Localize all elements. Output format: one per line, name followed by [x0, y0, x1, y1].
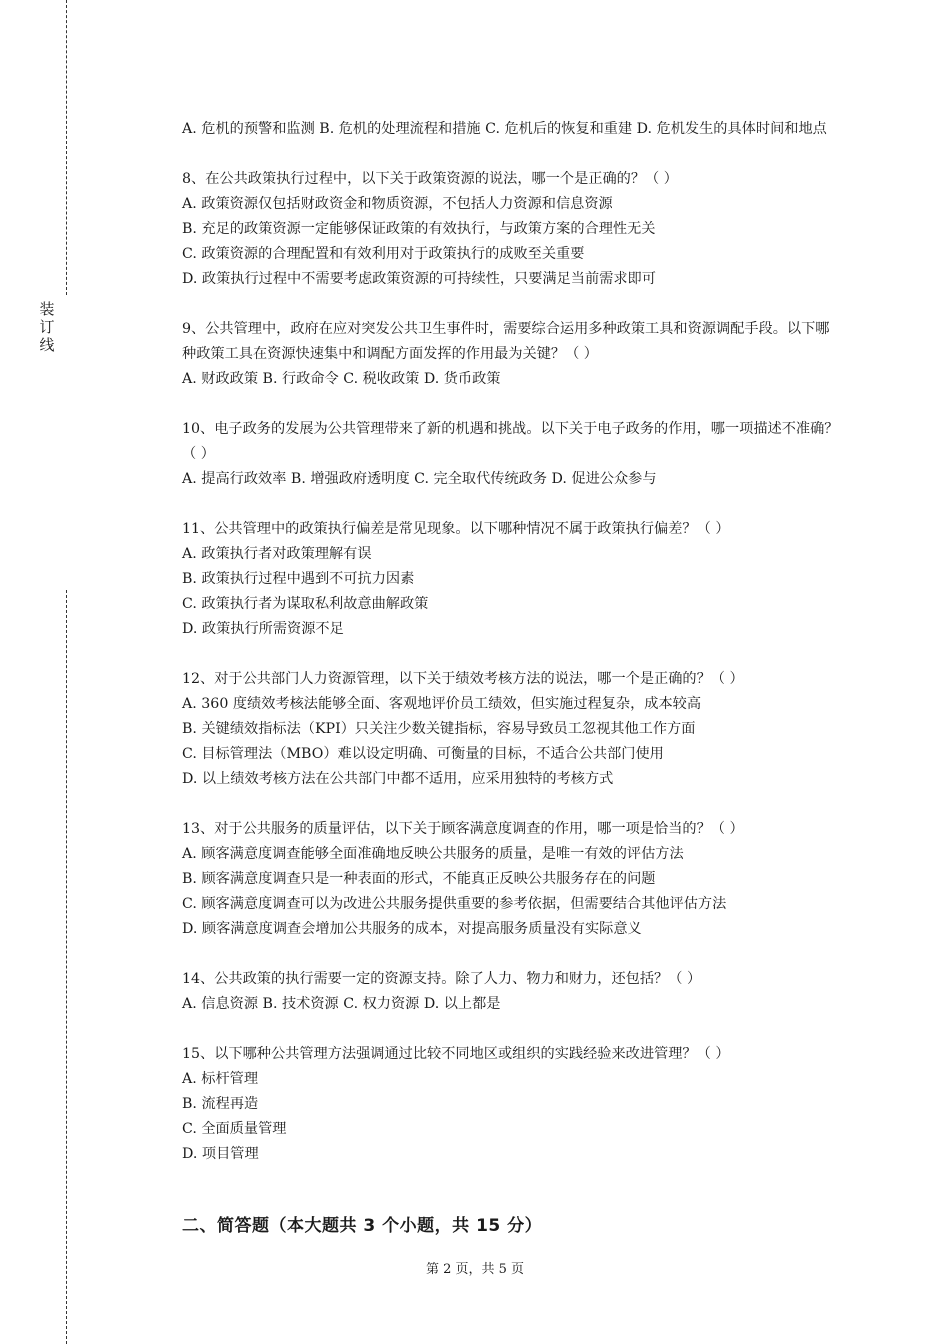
binding-dashed-line-top: [66, 0, 67, 295]
option-c: C. 全面质量管理: [182, 1121, 287, 1137]
question-stem: 10、电子政务的发展为公共管理带来了新的机遇和挑战。以下关于电子政务的作用，哪一项描述不准确？（ ）: [182, 421, 839, 462]
question-9: [182, 317, 842, 392]
option-d: D. 项目管理: [182, 1146, 259, 1162]
option-b: B. 顾客满意度调查只是一种表面的形式，不能真正反映公共服务存在的问题: [182, 871, 656, 887]
option-b: B. 政策执行过程中遇到不可抗力因素: [182, 571, 415, 587]
option-line: A. 财政政策 B. 行政命令 C. 税收政策 D. 货币政策: [182, 371, 501, 387]
question-stem: 15、以下哪种公共管理方法强调通过比较不同地区或组织的实践经验来改进管理？（ ）: [182, 1046, 730, 1062]
question-11: [182, 517, 842, 642]
question-stem: 9、公共管理中，政府在应对突发公共卫生事件时，需要综合运用多种政策工具和资源调配手段。以下哪种政策工具在资源快速集中和调配方面发挥的作用最为关键？（ ）: [182, 321, 830, 362]
option-b: B. 关键绩效指标法（KPI）只关注少数关键指标，容易导致员工忽视其他工作方面: [182, 721, 696, 737]
option-d: D. 政策执行过程中不需要考虑政策资源的可持续性，只要满足当前需求即可: [182, 271, 656, 287]
option-a: A. 顾客满意度调查能够全面准确地反映公共服务的质量，是唯一有效的评估方法: [182, 846, 684, 862]
option-d: D. 政策执行所需资源不足: [182, 621, 344, 637]
question-stem: 14、公共政策的执行需要一定的资源支持。除了人力、物力和财力，还包括？（ ）: [182, 971, 702, 987]
question-list: [182, 117, 842, 1192]
option-d: D. 顾客满意度调查会增加公共服务的成本，对提高服务质量没有实际意义: [182, 921, 642, 937]
option-c: C. 目标管理法（MBO）难以设定明确、可衡量的目标，不适合公共部门使用: [182, 746, 664, 762]
option-a: A. 政策资源仅包括财政资金和物质资源，不包括人力资源和信息资源: [182, 196, 613, 212]
option-b: B. 充足的政策资源一定能够保证政策的有效执行，与政策方案的合理性无关: [182, 221, 656, 237]
question-stem: 12、对于公共部门人力资源管理，以下关于绩效考核方法的说法，哪一个是正确的？（ ）: [182, 671, 744, 687]
option-a: A. 标杆管理: [182, 1071, 259, 1087]
page-footer: 第 2 页，共 5 页: [425, 1262, 525, 1277]
option-a: A. 360 度绩效考核法能够全面、客观地评价员工绩效，但实施过程复杂，成本较高: [182, 696, 702, 712]
option-c: C. 政策执行者为谋取私利故意曲解政策: [182, 596, 429, 612]
option-line: A. 提高行政效率 B. 增强政府透明度 C. 完全取代传统政务 D. 促进公众参与: [182, 471, 657, 487]
binding-label: [37, 300, 57, 354]
binding-char: 订: [39, 318, 55, 336]
question-stem: 13、对于公共服务的质量评估，以下关于顾客满意度调查的作用，哪一项是恰当的？（ ）: [182, 821, 744, 837]
option-c: C. 政策资源的合理配置和有效利用对于政策执行的成败至关重要: [182, 246, 585, 262]
option-line: A. 危机的预警和监测 B. 危机的处理流程和措施 C. 危机后的恢复和重建 D. 危机发生的具体时间和地点: [182, 121, 827, 137]
section-title: 二、简答题（本大题共 3 个小题，共 15 分）: [182, 1216, 543, 1236]
question-stem: 11、公共管理中的政策执行偏差是常见现象。以下哪种情况不属于政策执行偏差？（ ）: [182, 521, 730, 537]
binding-dashed-line-bottom: [66, 590, 67, 1344]
question-8: [182, 167, 842, 292]
question-13: [182, 817, 842, 942]
question-10: [182, 417, 842, 492]
option-line: A. 信息资源 B. 技术资源 C. 权力资源 D. 以上都是: [182, 996, 501, 1012]
option-d: D. 以上绩效考核方法在公共部门中都不适用，应采用独特的考核方式: [182, 771, 614, 787]
binding-char: 线: [39, 336, 55, 354]
option-a: A. 政策执行者对政策理解有误: [182, 546, 372, 562]
option-b: B. 流程再造: [182, 1096, 259, 1112]
question-stem: 8、在公共政策执行过程中，以下关于政策资源的说法，哪一个是正确的？（ ）: [182, 171, 678, 187]
question-14: [182, 967, 842, 1017]
question-7-options: [182, 117, 842, 142]
option-c: C. 顾客满意度调查可以为改进公共服务提供重要的参考依据，但需要结合其他评估方法: [182, 896, 727, 912]
question-15: [182, 1042, 842, 1167]
question-12: [182, 667, 842, 792]
binding-char: 装: [39, 300, 55, 318]
